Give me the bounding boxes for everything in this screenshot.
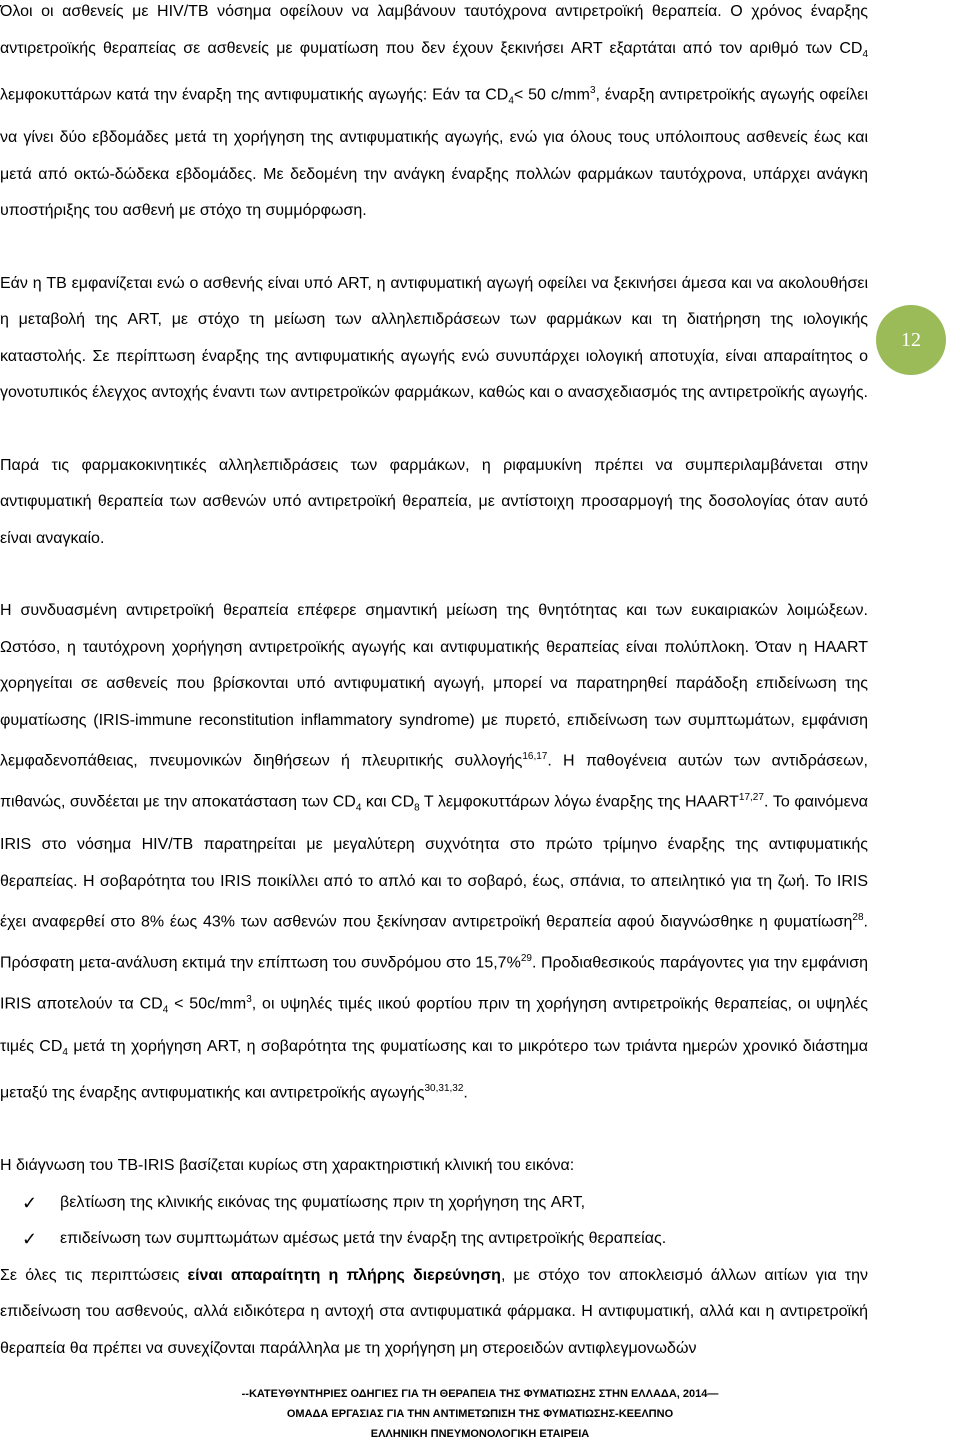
text: . Η παθογένεια αυτών των αντιδράσεων, πιθανώς, συνδέεται με την αποκατάσταση των CD — [0, 752, 868, 811]
text: . Πρόσφατη μετα-ανάλυση εκτιμά την επίπτωση του συνδρόμου στο 15,7% — [0, 913, 868, 972]
text: Η συνδυασμένη αντιρετροϊκή θεραπεία επέφερε σημαντική μείωση της θνητότητας και των ευκαιριακών λοιμώξεων. Ωστόσο, η ταυτόχρονη χορήγηση αντιρετροϊκής αγωγής και αντιφυματικής θεραπείας είναι πολύπλοκη. Όταν η HAART χορηγείται σε ασθενείς που βρίσκονται υπό αντιφυματική αγωγή, μπορεί να παρατηρηθεί παράδοξη επιδείνωση της φυματίωσης (IRIS-immune reconstitution inflammatory syndrome) με πυρετό, επιδείνωση των συμπτωμάτων, εμφάνιση λεμφαδενοπάθειας, πνευμονικών διηθήσεων ή πλευριτικής συλλογής — [0, 602, 868, 770]
paragraph-diagnosis-intro: Η διάγνωση του TB-IRIS βασίζεται κυρίως στη χαρακτηριστική κλινική του εικόνα: — [0, 1157, 575, 1175]
text: . Το φαινόμενα IRIS στο νόσημα HIV/TB παρατηρείται με μεγαλύτερη συχνότητα στο πρώτο τρίμηνο έναρξης της αντιφυματικής θεραπείας. Η σοβαρότητα του IRIS ποικίλλει από το απλό και το σοβαρό, έως, σπάνια, το απειλητικό για τη ζωή. Το IRIS έχει αναφερθεί στο 8% έως 43% των ασθενών που ξεκίνησαν αντιρετροϊκή θεραπεία αφού διαγνώσθηκε η φυματίωση — [0, 793, 869, 931]
subscript: 4 — [162, 1004, 169, 1016]
text: < 50 c/mm — [513, 86, 590, 104]
footer — [0, 1384, 960, 1444]
text: , με στόχο τον αποκλεισμό άλλων αιτίων για την επιδείνωση του ασθενούς, αλλά ειδικότερα η αντοχή στα αντιφυματικά φάρμακα. Η αντιφυματική, αλλά και η αντιρετροϊκή θεραπεία θα πρέπει να συνεχίζονται παράλληλα με τη χορήγηση μη στεροειδών αντιφλεγμονωδών — [0, 1266, 869, 1357]
superscript: 28 — [852, 912, 864, 924]
superscript: 3 — [589, 85, 596, 97]
checkmark-icon: ✓ — [22, 1229, 38, 1250]
text: . Προδιαθεσικούς παράγοντες για την εμφάνιση IRIS αποτελούν τα CD — [0, 954, 868, 1013]
paragraph-rifamycin: Παρά τις φαρμακοκινητικές αλληλεπιδράσεις των φαρμάκων, η ριφαμυκίνη πρέπει να συμπεριλαμβάνεται στην αντιφυματική θεραπεία των ασθενών υπό αντιρετροϊκή θεραπεία, με αντίστοιχη προσαρμογή της δοσολογίας όταν αυτό είναι αναγκαίο. — [0, 456, 868, 547]
page-number: 12 — [901, 328, 921, 351]
footer-line-title: --ΚΑΤΕΥΘΥΝΤΗΡΙΕΣ ΟΔΗΓΙΕΣ ΓΙΑ ΤΗ ΘΕΡΑΠΕΙΑ ΤΗΣ ΦΥΜΑΤΙΩΣΗΣ ΣΤΗΝ ΕΛΛΑΔΑ, 2014— — [241, 1388, 719, 1400]
list-item-text: βελτίωση της κλινικής εικόνας της φυματίωσης πριν τη χορήγηση της ART, — [60, 1193, 586, 1211]
list-item — [0, 1185, 868, 1222]
text: λεμφοκυττάρων κατά την έναρξη της αντιφυματικής αγωγής: Εάν τα CD — [0, 86, 509, 104]
text: , οι υψηλές τιμές ιικού φορτίου πριν τη χορήγηση αντιρετροϊκής θεραπείας, οι υψηλές τιμές CD — [0, 995, 869, 1055]
paragraph-iris — [0, 593, 868, 1112]
paragraph-art-timing — [0, 0, 868, 230]
subscript: 4 — [862, 48, 868, 60]
list-item — [0, 1221, 868, 1258]
diagnosis-checklist — [0, 1185, 868, 1258]
text: . — [463, 1084, 468, 1102]
superscript: 29 — [520, 952, 532, 964]
page-number-badge — [876, 305, 946, 375]
footer-line-group: ΟΜΑΔΑ ΕΡΓΑΣΙΑΣ ΓΙΑ ΤΗΝ ΑΝΤΙΜΕΤΩΠΙΣΗ ΤΗΣ ΦΥΜΑΤΙΩΣΗΣ-ΚΕΕΛΠΝΟ — [286, 1408, 674, 1420]
text: , έναρξη αντιρετροϊκής αγωγής οφείλει να γίνει δύο εβδομάδες μετά τη χορήγηση της αντιφυματικής αγωγής, ενώ για όλους τους υπόλοιπους ασθενείς έως και μετά από οκτώ-δώδεκα εβδομάδες. Με δεδομένη την ανάγκη έναρξης πολλών φαρμάκων ταυτόχρονα, υπάρχει ανάγκη υποστήριξης του ασθενή με στόχο τη συμμόρφωση. — [0, 86, 868, 220]
footer-line-society: ΕΛΛΗΝΙΚΗ ΠΝΕΥΜΟΝΟΛΟΓΙΚΗ ΕΤΑΙΡΕΙΑ — [370, 1428, 590, 1440]
subscript: 4 — [508, 95, 514, 107]
paragraph-investigation — [0, 1258, 868, 1368]
bold-text: είναι απαραίτητη η πλήρης διερεύνηση — [187, 1266, 501, 1284]
text: μετά τη χορήγηση ART, η σοβαρότητα της φυματίωσης και το μικρότερο των τριάντα ημερών χρονικό διάστημα μεταξύ της έναρξης αντιφυματικής και αντιρετροϊκής αγωγής — [0, 1037, 869, 1102]
text: Σε όλες τις περιπτώσεις — [0, 1266, 188, 1284]
superscript: 3 — [246, 993, 252, 1005]
superscript: 16,17 — [522, 751, 548, 763]
subscript: 4 — [355, 802, 362, 814]
superscript: 30,31,32 — [424, 1083, 464, 1095]
text: T λεμφοκυττάρων λόγω έναρξης της HAART — [419, 793, 739, 811]
list-item-text: επιδείνωση των συμπτωμάτων αμέσως μετά την έναρξη της αντιρετροϊκής θεραπείας. — [60, 1230, 667, 1248]
checkmark-icon: ✓ — [22, 1192, 38, 1213]
text: και CD — [361, 793, 415, 811]
paragraph-tb-under-art: Εάν η TB εμφανίζεται ενώ ο ασθενής είναι υπό ART, η αντιφυματική αγωγή οφείλει να ξεκινήσει άμεσα και να ακολουθήσει η μεταβολή της ART, με στόχο τη μείωση των αλληλεπιδράσεων των φαρμάκων και τη διατήρηση της ιολογικής καταστολής. Σε περίπτωση έναρξης της αντιφυματικής αγωγής ενώ συνυπάρχει ιολογική αποτυχία, είναι απαραίτητος ο γονοτυπικός έλεγχος αντοχής έναντι των αντιρετροϊκών φαρμάκων, καθώς και ο ανασχεδιασμός της αντιρετροϊκής αγωγής. — [0, 274, 868, 402]
subscript: 4 — [62, 1046, 68, 1058]
text: < 50c/mm — [168, 995, 247, 1013]
text: Όλοι οι ασθενείς με HIV/TB νόσημα οφείλουν να λαμβάνουν ταυτόχρονα αντιρετροϊκή θεραπεία. Ο χρόνος έναρξης αντιρετροϊκής θεραπείας σε ασθενείς με φυματίωση που δεν έχουν ξεκινήσει ART εξαρτάται από τον αριθμό των CD — [0, 3, 868, 57]
superscript: 17,27 — [738, 792, 764, 804]
subscript: 8 — [414, 802, 420, 814]
